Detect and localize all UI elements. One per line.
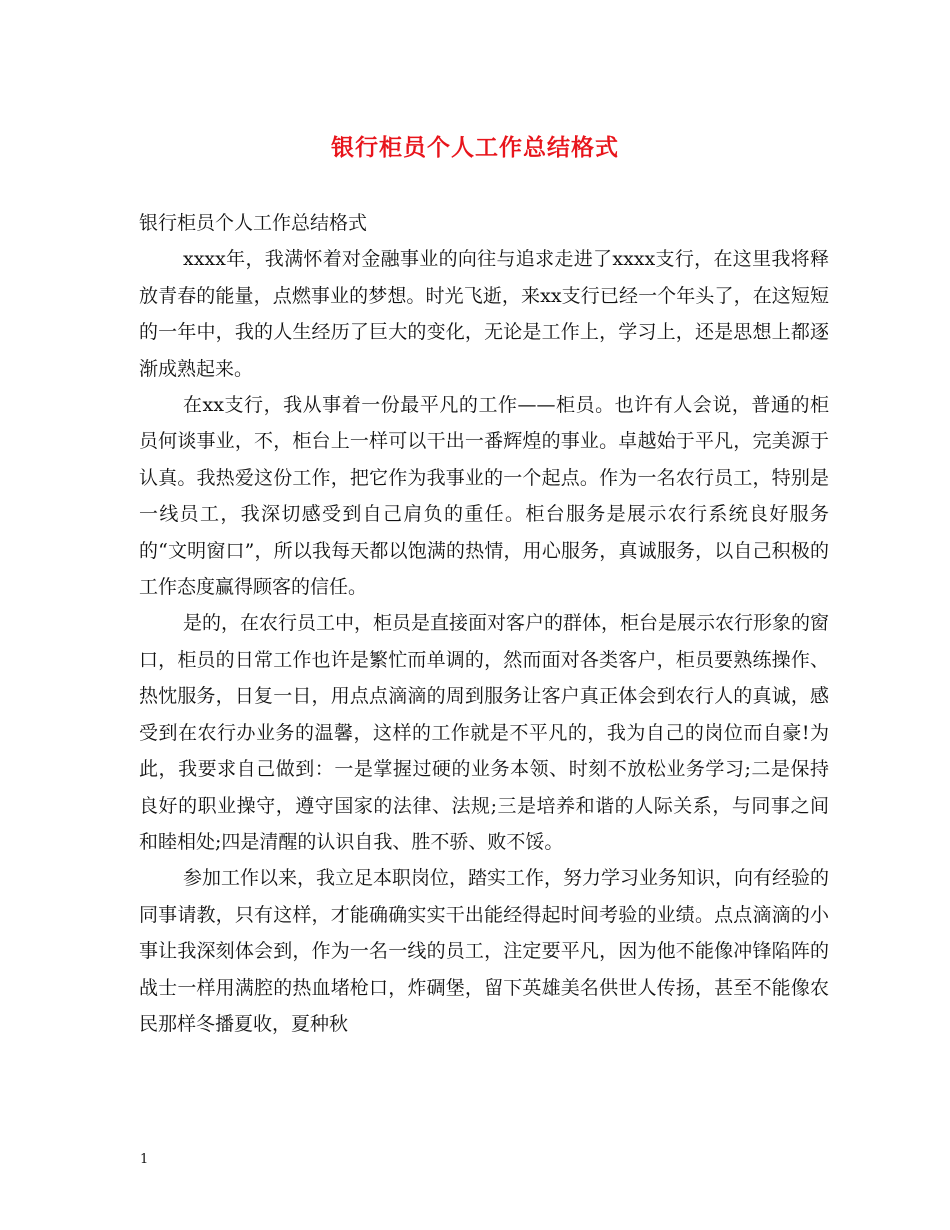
paragraph-1: xxxx年，我满怀着对金融事业的向往与追求走进了xxxx支行，在这里我将释放青春的能量，点燃事业的梦想。时光飞逝，来xx支行已经一个年头了，在这短短的一年中，我的人生经历了巨大的变化，无论是工作上，学习上，还是思想上都逐渐成熟起来。 [139, 248, 829, 380]
paragraph-3: 是的，在农行员工中，柜员是直接面对客户的群体，柜台是展示农行形象的窗口，柜员的日常工作也许是繁忙而单调的，然而面对各类客户，柜员要熟练操作、热忱服务，日复一日，用点点滴滴的周到服务让客户真正体会到农行人的真诚，感受到在农行办业务的温馨，这样的工作就是不平凡的，我为自己的岗位而自豪!为此，我要求自己做到：一是掌握过硬的业务本领、时刻不放松业务学习;二是保持良好的职业操守，遵守国家的法律、法规;三是培养和谐的人际关系，与同事之间和睦相处;四是清醒的认识自我、胜不骄、败不馁。 [139, 612, 830, 853]
paragraph-2: 在xx支行，我从事着一份最平凡的工作——柜员。也许有人会说，普通的柜员何谈事业，不，柜台上一样可以干出一番辉煌的事业。卓越始于平凡，完美源于认真。我热爱这份工作，把它作为我事业的一个起点。作为一名农行员工，特别是一线员工，我深切感受到自己肩负的重任。柜台服务是展示农行系统良好服务的“文明窗口”，所以我每天都以饱满的热情，用心服务，真诚服务，以自己积极的工作态度赢得顾客的信任。 [139, 394, 829, 599]
document-subtitle: 银行柜员个人工作总结格式 [139, 212, 368, 234]
document-body [139, 205, 829, 1042]
page-number: 1 [140, 1152, 149, 1167]
paragraph-4: 参加工作以来，我立足本职岗位，踏实工作，努力学习业务知识，向有经验的同事请教，只有这样，才能确确实实干出能经得起时间考验的业绩。点点滴滴的小事让我深刻体会到，作为一名一线的员工，注定要平凡，因为他不能像冲锋陷阵的战士一样用满腔的热血堵枪口，炸碉堡，留下英雄美名供世人传扬，甚至不能像农民那样冬播夏收，夏种秋 [139, 867, 830, 1035]
document-title: 银行柜员个人工作总结格式 [331, 134, 619, 161]
